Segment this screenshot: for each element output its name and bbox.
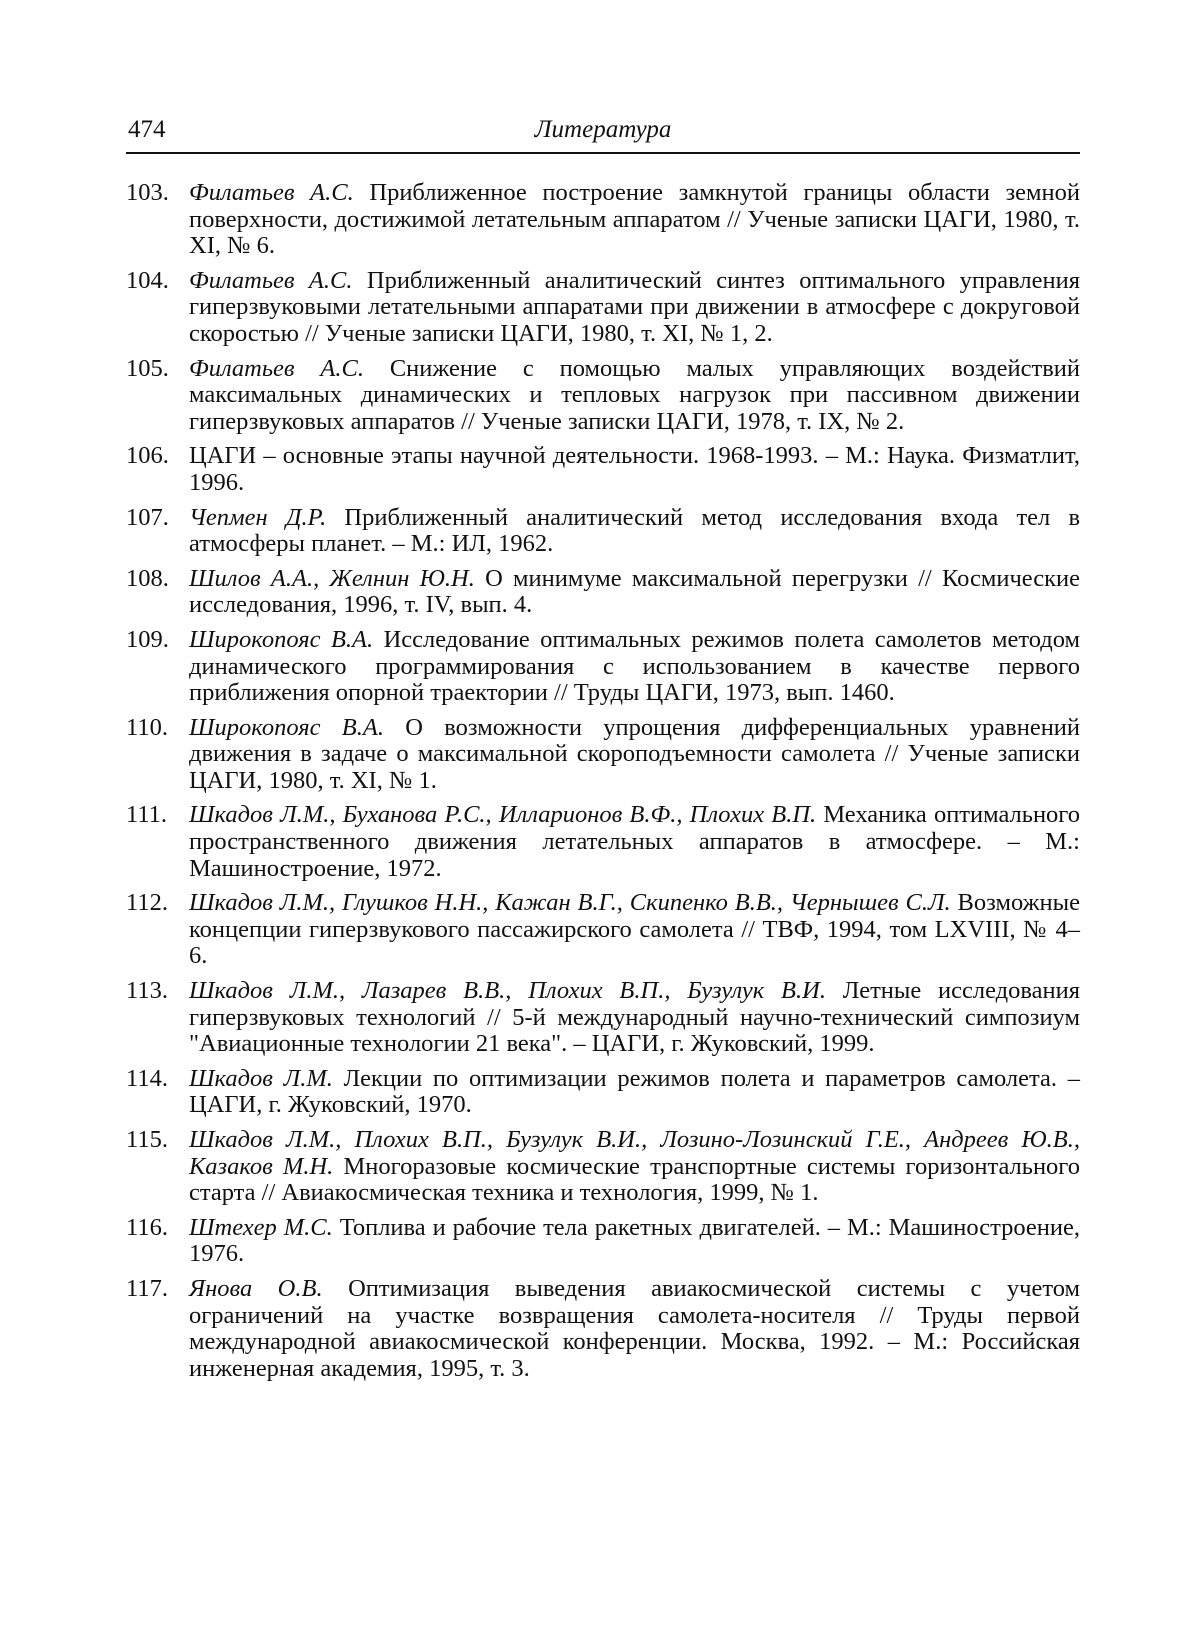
reference-text: Многоразовые космические транспортные системы горизонтального старта // Авиакосмическая техника и технология, 1999, № 1. <box>189 1152 1080 1207</box>
reference-text: Лекции по оптимизации режимов полета и параметров самолета. – ЦАГИ, г. Жуковский, 1970. <box>189 1064 1080 1119</box>
reference-number: 107. <box>126 503 169 531</box>
reference-authors: Чепмен Д.Р. <box>189 503 327 531</box>
reference-item <box>126 715 1080 795</box>
reference-authors: Шкадов Л.М., Буханова Р.С., Илларионов В.Ф., Плохих В.П. <box>189 801 817 829</box>
reference-item <box>126 180 1080 260</box>
reference-number: 111. <box>126 801 168 829</box>
reference-item <box>126 1215 1080 1268</box>
page-header <box>126 112 1080 154</box>
reference-number: 109. <box>126 625 169 653</box>
reference-item <box>126 505 1080 558</box>
reference-authors: Филатьев А.С. <box>189 354 364 382</box>
reference-number: 106. <box>126 442 169 470</box>
reference-list <box>126 180 1080 1390</box>
page-number: 474 <box>128 116 166 143</box>
reference-authors: Шкадов Л.М. <box>189 1064 333 1092</box>
running-title: Литература <box>534 116 672 143</box>
reference-item <box>126 356 1080 436</box>
reference-number: 115. <box>126 1126 168 1153</box>
reference-authors: Шкадов Л.М., Глушков Н.Н., Кажан В.Г., Скипенко В.В., Чернышев С.Л. <box>189 889 951 917</box>
reference-text: О минимуме максимальной перегрузки // Космические исследования, 1996, т. IV, вып. 4. <box>189 564 1081 619</box>
reference-authors: Янова О.В. <box>189 1274 323 1302</box>
reference-number: 108. <box>126 564 169 592</box>
reference-text: Приближенный аналитический метод исследования входа тел в атмосферы планет. – М.: ИЛ, 1962. <box>189 503 1081 558</box>
reference-item <box>126 443 1080 496</box>
reference-item <box>126 890 1080 970</box>
reference-text: Приближенный аналитический синтез оптимального управления гиперзвуковыми летательными аппаратами при движении в атмосфере с докруговой скоростью // Ученые записки ЦАГИ, 1980, т. XI, № 1, 2. <box>189 266 1081 347</box>
reference-text: О возможности упрощения дифференциальных уравнений движения в задаче о максимальной скороподъемности самолета // Ученые записки ЦАГИ, 1980, т. XI, № 1. <box>189 713 1081 794</box>
reference-text: Летные исследования гиперзвуковых технологий // 5-й международный научно-технический симпозиум "Авиационные технологии 21 века". – ЦАГИ, г. Жуковский, 1999. <box>189 977 1080 1058</box>
reference-item <box>126 1066 1080 1119</box>
reference-text: Возможные концепции гиперзвукового пассажирского самолета // ТВФ, 1994, том LXVIII, № 4–6. <box>189 889 1080 970</box>
reference-authors: Шилов А.А., Желнин Ю.Н. <box>189 564 475 592</box>
reference-authors: Шкадов Л.М., Лазарев В.В., Плохих В.П., Бузулук В.И. <box>189 977 826 1005</box>
reference-authors: Филатьев А.С. <box>189 266 353 294</box>
reference-number: 117. <box>126 1274 168 1302</box>
reference-number: 103. <box>126 179 169 206</box>
reference-item <box>126 1127 1080 1207</box>
reference-number: 113. <box>126 977 168 1005</box>
reference-number: 116. <box>126 1213 168 1241</box>
reference-number: 112. <box>126 889 168 917</box>
reference-text: Исследование оптимальных режимов полета самолетов методом динамического программирования с использованием в качестве первого приближения опорной траектории // Труды ЦАГИ, 1973, вып. 1460. <box>189 625 1081 707</box>
reference-text: Топлива и рабочие тела ракетных двигателей. – М.: Машиностроение, 1976. <box>189 1213 1081 1268</box>
reference-text: Снижение с помощью малых управляющих воздействий максимальных динамических и тепловых нагрузок при пассивном движении гиперзвуковых аппаратов // Ученые записки ЦАГИ, 1978, т. IX, № 2. <box>189 354 1081 435</box>
reference-item <box>126 802 1080 882</box>
reference-authors: Широкопояс В.А. <box>189 713 384 741</box>
reference-item <box>126 627 1080 707</box>
reference-text: Механика оптимального пространственного движения летательных аппаратов в атмосфере. – М.: Машиностроение, 1972. <box>189 801 1080 882</box>
reference-text: ЦАГИ – основные этапы научной деятельности. 1968-1993. – М.: Наука. Физматлит, 1996. <box>189 442 1080 496</box>
reference-number: 114. <box>126 1064 168 1092</box>
reference-text: Оптимизация выведения авиакосмической системы с учетом ограничений на участке возвращения самолета-носителя // Труды первой международной авиакосмической конференции. Москва, 1992. – М.: Российская инженерная академия, 1995, т. 3. <box>189 1274 1081 1382</box>
reference-number: 104. <box>126 266 169 294</box>
reference-item <box>126 566 1080 619</box>
reference-item <box>126 268 1080 348</box>
reference-item <box>126 1276 1080 1382</box>
reference-authors: Штехер М.С. <box>189 1213 333 1241</box>
reference-authors: Шкадов Л.М., Плохих В.П., Бузулук В.И., Лозино-Лозинский Г.Е., Андреев Ю.В., Казаков М.Н. <box>189 1126 1080 1180</box>
reference-text: Приближенное построение замкнутой границы области земной поверхности, достижимой летательным аппаратом // Ученые записки ЦАГИ, 1980, т. XI, № 6. <box>189 179 1080 260</box>
reference-authors: Широкопояс В.А. <box>189 625 374 653</box>
reference-number: 105. <box>126 354 169 382</box>
reference-number: 110. <box>126 713 168 741</box>
reference-item <box>126 978 1080 1058</box>
reference-authors: Филатьев А.С. <box>189 179 354 206</box>
